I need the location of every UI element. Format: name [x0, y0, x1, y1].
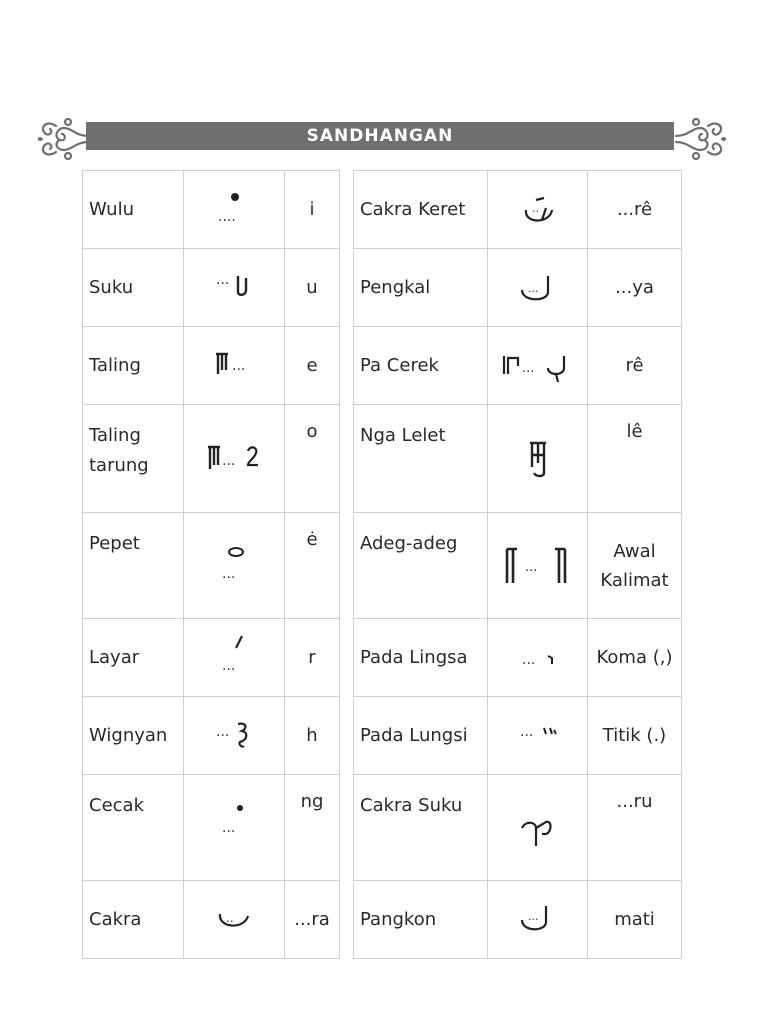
- table-row: [83, 513, 340, 619]
- swirl-ornament-right-icon: [672, 116, 728, 162]
- svg-text:..: ..: [531, 201, 539, 215]
- row-value: ng: [285, 775, 340, 881]
- row-name: Wignyan: [83, 697, 184, 775]
- cakra-keret-glyph-icon: [488, 171, 588, 249]
- wulu-glyph-icon: [184, 171, 285, 249]
- pa-cerek-glyph-icon: [488, 327, 588, 405]
- cakra-suku-glyph-icon: [488, 775, 588, 881]
- row-name: Taling: [83, 327, 184, 405]
- svg-text:...: ...: [527, 281, 538, 295]
- row-name: Pada Lingsa: [354, 619, 488, 697]
- nga-lelet-glyph-icon: [488, 405, 588, 513]
- table-row: [83, 171, 340, 249]
- row-name: Pada Lungsi: [354, 697, 488, 775]
- row-value: ė: [285, 513, 340, 619]
- row-value: Awal Kalimat: [588, 513, 682, 619]
- svg-text:...: ...: [216, 271, 230, 288]
- table-row: [83, 249, 340, 327]
- table-row: [354, 249, 682, 327]
- row-value: h: [285, 697, 340, 775]
- row-value: r: [285, 619, 340, 697]
- sandhangan-table-right: [353, 170, 682, 959]
- pengkal-glyph-icon: [488, 249, 588, 327]
- table-row: [83, 619, 340, 697]
- swirl-ornament-left-icon: [36, 116, 92, 162]
- row-name: Cakra Suku: [354, 775, 488, 881]
- row-name: Wulu: [83, 171, 184, 249]
- row-value: lê: [588, 405, 682, 513]
- row-name: Pepet: [83, 513, 184, 619]
- row-value: ...ru: [588, 775, 682, 881]
- row-name: Pa Cerek: [354, 327, 488, 405]
- table-row: [83, 697, 340, 775]
- row-value: Koma (,): [588, 619, 682, 697]
- section-banner: [86, 122, 674, 150]
- row-name: Pangkon: [354, 881, 488, 959]
- adeg-adeg-glyph-icon: [488, 513, 588, 619]
- table-row: [83, 775, 340, 881]
- row-name: Cakra Keret: [354, 171, 488, 249]
- suku-glyph-icon: [184, 249, 285, 327]
- row-value: mati: [588, 881, 682, 959]
- row-value: Titik (.): [588, 697, 682, 775]
- row-name: Cakra: [83, 881, 184, 959]
- row-value: u: [285, 249, 340, 327]
- row-name: Adeg-adeg: [354, 513, 488, 619]
- row-value: i: [285, 171, 340, 249]
- row-value: rê: [588, 327, 682, 405]
- table-row: [354, 619, 682, 697]
- svg-text:...: ...: [524, 559, 537, 575]
- table-row: [354, 775, 682, 881]
- row-value: ...ya: [588, 249, 682, 327]
- layar-glyph-icon: [184, 619, 285, 697]
- cakra-glyph-icon: [184, 881, 285, 959]
- table-row: [354, 697, 682, 775]
- pangkon-glyph-icon: [488, 881, 588, 959]
- row-name: Cecak: [83, 775, 184, 881]
- row-name: Layar: [83, 619, 184, 697]
- row-name: Pengkal: [354, 249, 488, 327]
- row-name: Suku: [83, 249, 184, 327]
- row-name: Taling tarung: [83, 405, 184, 513]
- table-row: [354, 327, 682, 405]
- pada-lungsi-glyph-icon: [488, 697, 588, 775]
- cecak-glyph-icon: [184, 775, 285, 881]
- wignyan-glyph-icon: [184, 697, 285, 775]
- svg-text:...: ...: [222, 657, 236, 674]
- table-row: [354, 513, 682, 619]
- taling-tarung-glyph-icon: [184, 405, 285, 513]
- table-row: [354, 881, 682, 959]
- svg-text:...: ...: [222, 819, 236, 836]
- table-row: [83, 881, 340, 959]
- svg-text:..: ..: [226, 910, 234, 925]
- svg-text:....: ....: [218, 208, 236, 225]
- svg-text:...: ...: [216, 723, 230, 740]
- row-value: o: [285, 405, 340, 513]
- pada-lingsa-glyph-icon: [488, 619, 588, 697]
- taling-glyph-icon: [184, 327, 285, 405]
- pepet-glyph-icon: [184, 513, 285, 619]
- table-row: [354, 405, 682, 513]
- row-value: ...ra: [285, 881, 340, 959]
- banner-title: SANDHANGAN: [306, 126, 454, 146]
- table-row: [354, 171, 682, 249]
- svg-text:...: ...: [521, 651, 535, 668]
- svg-text:...: ...: [521, 360, 534, 376]
- svg-text:...: ...: [222, 452, 236, 469]
- row-value: e: [285, 327, 340, 405]
- sandhangan-table-left: [82, 170, 340, 959]
- svg-text:...: ...: [232, 357, 246, 374]
- row-name: Nga Lelet: [354, 405, 488, 513]
- svg-text:...: ...: [527, 909, 538, 923]
- svg-text:...: ...: [519, 723, 533, 740]
- table-row: [83, 327, 340, 405]
- row-value: ...rê: [588, 171, 682, 249]
- table-row: [83, 405, 340, 513]
- svg-text:...: ...: [222, 565, 236, 582]
